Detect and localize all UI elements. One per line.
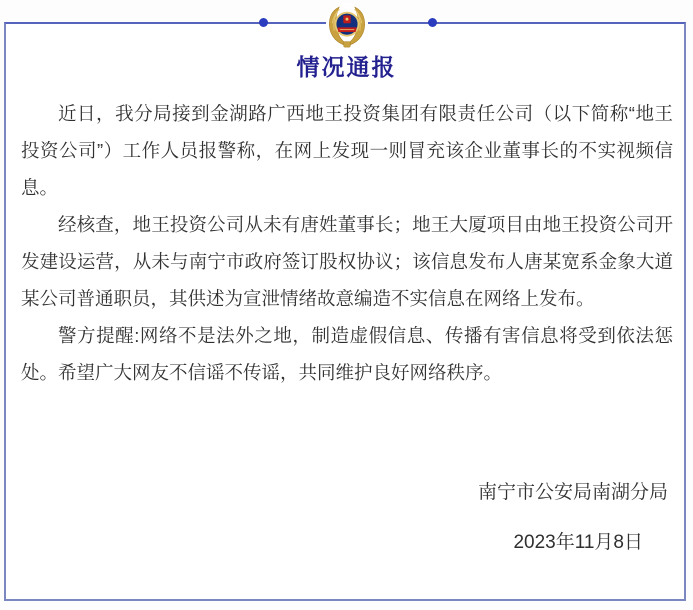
decorative-dot-right: [428, 18, 437, 27]
notice-paragraph-1: 近日，我分局接到金湖路广西地王投资集团有限责任公司（以下简称“地王投资公司”）工作人员报警称，在网上发现一则冒充该企业董事长的不实视频信息。: [21, 103, 673, 198]
notice-date: 2023年11月8日: [513, 532, 643, 553]
issuing-authority: 南宁市公安局南湖分局: [477, 482, 668, 503]
notice-body: [21, 95, 673, 391]
decorative-dot-left: [259, 18, 268, 27]
notice-paragraph-3: 警方提醒:网络不是法外之地，制造虚假信息、传播有害信息将受到依法惩处。希望广大网友不信谣不传谣，共同维护良好网络秩序。: [21, 325, 673, 383]
notice-paragraph-2: 经核查，地王投资公司从未有唐姓董事长；地王大厦项目由地王投资公司开发建设运营，从未与南宁市政府签订股权协议；该信息发布人唐某宽系金象大道某公司普通职员，其供述为宣泄情绪故意编造不实信息在网络上发布。: [21, 214, 673, 309]
notice-title: 情况通报: [296, 54, 397, 80]
police-emblem-icon: [323, 3, 371, 49]
